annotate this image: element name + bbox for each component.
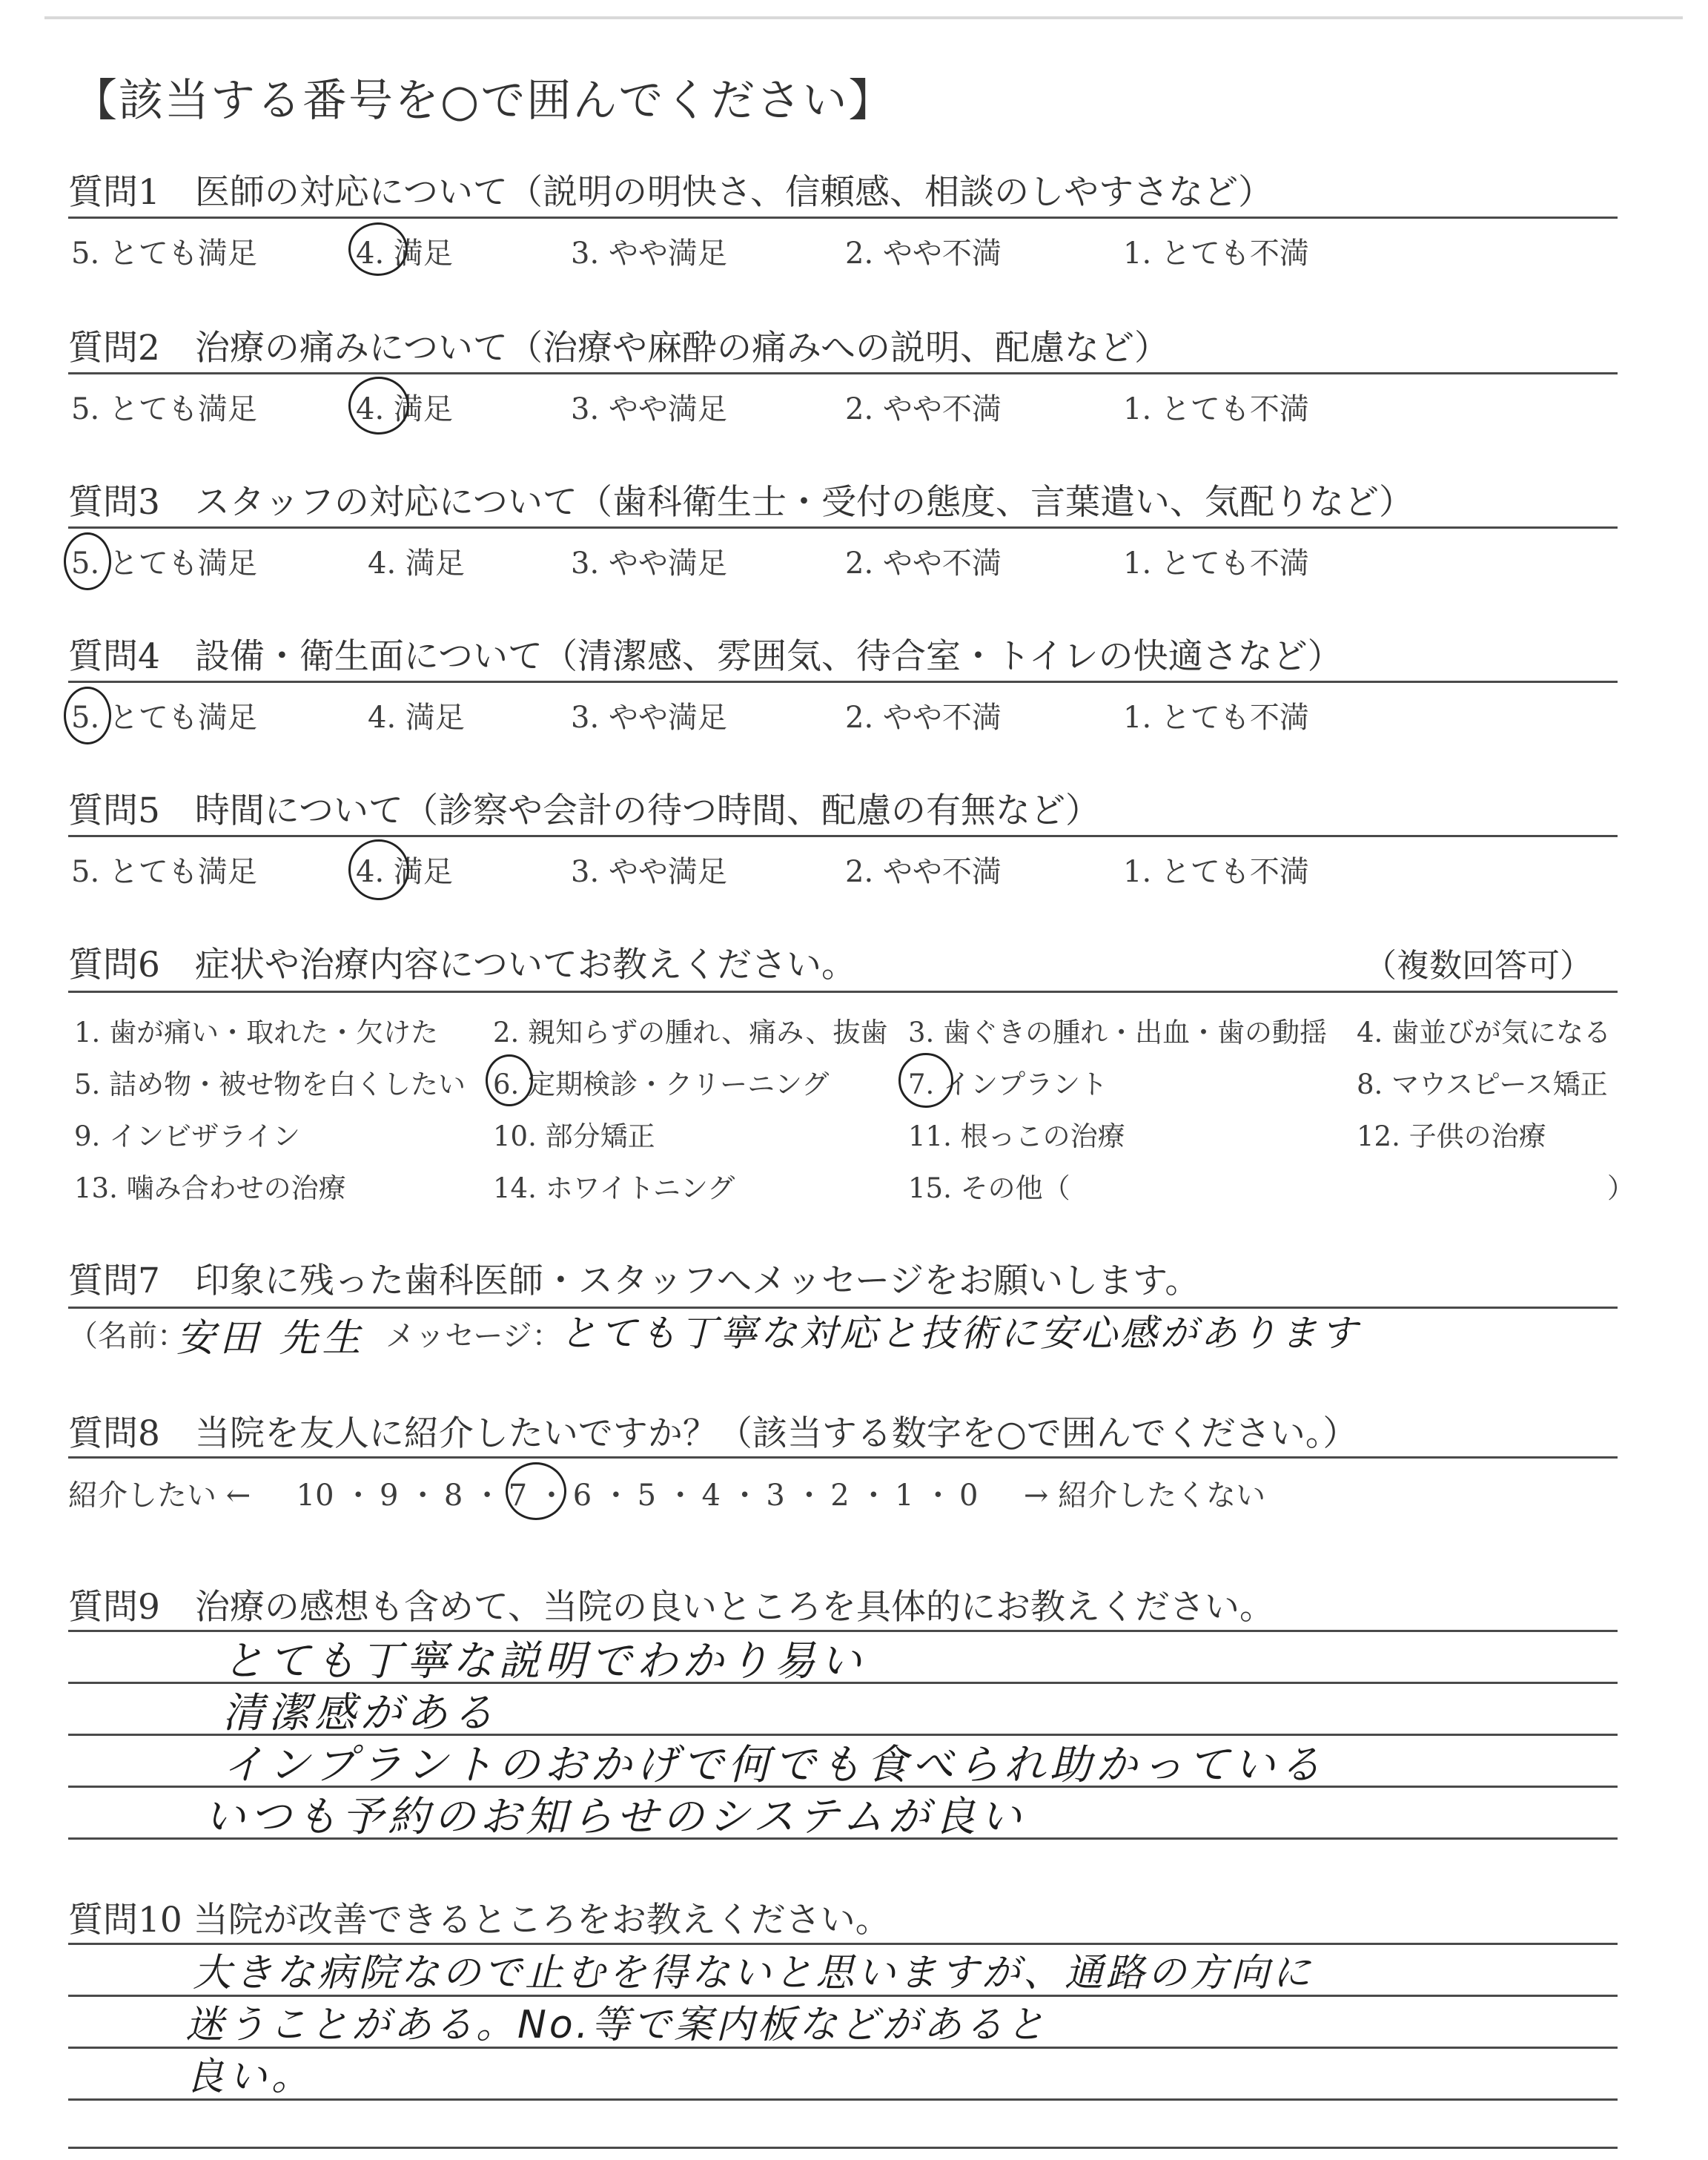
q4-selection-circle bbox=[64, 687, 111, 744]
q1-option-2[interactable]: 2. やや不満 bbox=[845, 237, 1002, 271]
q6-option-2[interactable]: 2. 親知らずの腫れ、痛み、抜歯 bbox=[493, 1017, 888, 1048]
q10-title: 質問10 当院が改善できるところをお教えください。 bbox=[68, 1900, 890, 1941]
q7-message-label: メッセージ： bbox=[385, 1319, 562, 1353]
q8-title: 質問8 当院を友人に紹介したいですか？（該当する数字を○で囲んでください。） bbox=[68, 1413, 1358, 1454]
q2-option-3[interactable]: 3. やや満足 bbox=[571, 392, 727, 426]
q8-selection-circle bbox=[506, 1462, 566, 1520]
q4-option-5[interactable]: 5. とても満足 bbox=[71, 701, 257, 735]
q8-scale-9[interactable]: 9 bbox=[380, 1479, 399, 1513]
q6-option-14[interactable]: 14. ホワイトニング bbox=[493, 1172, 735, 1204]
q1-option-4[interactable]: 4. 満足 bbox=[356, 237, 453, 271]
q6-selection-circle-7 bbox=[898, 1053, 953, 1108]
q8-scale-row: 紹介したい ← 10 ・ 9 ・ 8 ・ 7 ・ 6 ・ 5 ・ 4 ・ 3 ・ 2 ・ 1 ・ 0 → 紹介したくない bbox=[68, 1472, 1265, 1514]
q6-option-13[interactable]: 13. 噛み合わせの治療 bbox=[74, 1172, 346, 1204]
q6-selection-circle-6 bbox=[486, 1054, 533, 1106]
q2-option-5[interactable]: 5. とても満足 bbox=[71, 392, 257, 426]
q7-name-handwriting[interactable]: 安田 先生 bbox=[176, 1316, 365, 1361]
q2-option-4[interactable]: 4. 満足 bbox=[356, 392, 453, 426]
top-rule bbox=[44, 16, 1683, 19]
q2-option-2[interactable]: 2. やや不満 bbox=[845, 392, 1002, 426]
q3-title: 質問3 スタッフの対応について（歯科衛生士・受付の態度、言葉遣い、気配りなど） bbox=[68, 482, 1414, 523]
q7-title: 質問7 印象に残った歯科医師・スタッフへメッセージをお願いします。 bbox=[68, 1261, 1200, 1301]
q9-answer-line-2[interactable]: 清潔感がある bbox=[222, 1689, 498, 1737]
q6-option-7[interactable]: 7. インプラント bbox=[908, 1069, 1108, 1100]
q1-selection-circle bbox=[348, 222, 408, 276]
q3-option-3[interactable]: 3. やや満足 bbox=[571, 546, 727, 581]
q2-selection-circle bbox=[348, 377, 409, 435]
q4-rule bbox=[68, 681, 1618, 683]
instruction-title: 【該当する番号を○で囲んでください】 bbox=[73, 75, 895, 127]
q8-rule bbox=[68, 1456, 1618, 1459]
q6-title: 質問6 症状や治療内容についてお教えください。 bbox=[68, 945, 856, 985]
q8-scale-10[interactable]: 10 bbox=[296, 1479, 334, 1513]
q8-scale-3[interactable]: 3 bbox=[766, 1479, 785, 1513]
q3-option-1[interactable]: 1. とても不満 bbox=[1123, 546, 1309, 581]
q8-scale-0[interactable]: 0 bbox=[959, 1479, 979, 1513]
q3-option-5[interactable]: 5. とても満足 bbox=[71, 546, 257, 581]
q10-rule-5 bbox=[68, 2147, 1618, 2149]
q2-rule bbox=[68, 372, 1618, 374]
q1-option-1[interactable]: 1. とても不満 bbox=[1123, 237, 1309, 271]
q1-option-5[interactable]: 5. とても満足 bbox=[71, 237, 257, 271]
q7-name-label: （名前： bbox=[68, 1319, 187, 1353]
q6-multiple-note: （複数回答可） bbox=[1364, 947, 1592, 985]
q4-option-1[interactable]: 1. とても不満 bbox=[1123, 701, 1309, 735]
q4-option-4[interactable]: 4. 満足 bbox=[368, 701, 465, 735]
q5-selection-circle bbox=[348, 839, 409, 900]
q6-option-12[interactable]: 12. 子供の治療 bbox=[1357, 1120, 1546, 1152]
q3-option-4[interactable]: 4. 満足 bbox=[368, 546, 465, 581]
q5-option-2[interactable]: 2. やや不満 bbox=[845, 855, 1002, 889]
q5-rule bbox=[68, 835, 1618, 837]
q8-scale-8[interactable]: 8 bbox=[443, 1479, 463, 1513]
q4-option-3[interactable]: 3. やや満足 bbox=[571, 701, 727, 735]
q6-option-5[interactable]: 5. 詰め物・被せ物を白くしたい bbox=[74, 1069, 466, 1100]
q1-title: 質問1 医師の対応について（説明の明快さ、信頼感、相談のしやすさなど） bbox=[68, 172, 1274, 213]
q10-answer-line-3[interactable]: 良い。 bbox=[185, 2055, 315, 2099]
q9-title: 質問9 治療の感想も含めて、当院の良いところを具体的にお教えください。 bbox=[68, 1587, 1274, 1628]
q6-rule bbox=[68, 991, 1618, 993]
q10-answer-line-1[interactable]: 大きな病院なので止むを得ないと思いますが、通路の方向に bbox=[193, 1951, 1314, 1995]
q6-option-9[interactable]: 9. インビザライン bbox=[74, 1120, 300, 1152]
q8-scale-4[interactable]: 4 bbox=[701, 1479, 721, 1513]
q5-option-5[interactable]: 5. とても満足 bbox=[71, 855, 257, 889]
q9-answer-line-1[interactable]: とても丁寧な説明でわかり易い bbox=[222, 1637, 866, 1685]
q8-scale-6[interactable]: 6 bbox=[572, 1479, 592, 1513]
q5-title: 質問5 時間について（診察や会計の待つ時間、配慮の有無など） bbox=[68, 790, 1100, 831]
q2-title: 質問2 治療の痛みについて（治療や麻酔の痛みへの説明、配慮など） bbox=[68, 328, 1170, 369]
q9-answer-line-4[interactable]: いつも予約のお知らせのシステムが良い bbox=[204, 1793, 1026, 1841]
q6-option-6[interactable]: 6. 定期検診・クリーニング bbox=[493, 1069, 830, 1100]
q6-option-3[interactable]: 3. 歯ぐきの腫れ・出血・歯の動揺 bbox=[908, 1017, 1328, 1048]
q1-option-3[interactable]: 3. やや満足 bbox=[571, 237, 727, 271]
q10-answer-line-2[interactable]: 迷うことがある。No.等で案内板などがあると bbox=[185, 2003, 1048, 2047]
q6-option-11[interactable]: 11. 根っこの治療 bbox=[908, 1120, 1125, 1152]
q8-scale-7[interactable]: 7 bbox=[508, 1479, 528, 1513]
q2-option-1[interactable]: 1. とても不満 bbox=[1123, 392, 1309, 426]
q6-other-close-paren: ） bbox=[1607, 1172, 1635, 1204]
q8-left-label: 紹介したい ← bbox=[68, 1479, 251, 1513]
q3-selection-circle bbox=[64, 532, 111, 590]
q6-option-10[interactable]: 10. 部分矯正 bbox=[493, 1120, 655, 1152]
q7-message-handwriting[interactable]: とても丁寧な対応と技術に安心感があります bbox=[560, 1312, 1360, 1355]
q1-rule bbox=[68, 217, 1618, 219]
q3-option-2[interactable]: 2. やや不満 bbox=[845, 546, 1002, 581]
q6-option-8[interactable]: 8. マウスピース矯正 bbox=[1357, 1069, 1608, 1100]
q8-right-label: → 紹介したくない bbox=[1023, 1479, 1266, 1513]
q5-option-1[interactable]: 1. とても不満 bbox=[1123, 855, 1309, 889]
q6-option-15[interactable]: 15. その他（ bbox=[908, 1172, 1070, 1204]
q6-option-4[interactable]: 4. 歯並びが気になる bbox=[1357, 1017, 1612, 1048]
q4-option-2[interactable]: 2. やや不満 bbox=[845, 701, 1002, 735]
q8-scale-1[interactable]: 1 bbox=[895, 1479, 914, 1513]
q8-scale-2[interactable]: 2 bbox=[830, 1479, 850, 1513]
q5-option-3[interactable]: 3. やや満足 bbox=[571, 855, 727, 889]
q6-option-1[interactable]: 1. 歯が痛い・取れた・欠けた bbox=[74, 1017, 439, 1048]
q9-answer-line-3[interactable]: インプラントのおかげで何でも食べられ助かっている bbox=[222, 1741, 1325, 1789]
q4-title: 質問4 設備・衛生面について（清潔感、雰囲気、待合室・トイレの快適さなど） bbox=[68, 636, 1343, 677]
q5-option-4[interactable]: 4. 満足 bbox=[356, 855, 453, 889]
q8-scale-5[interactable]: 5 bbox=[637, 1479, 657, 1513]
q3-rule bbox=[68, 526, 1618, 529]
